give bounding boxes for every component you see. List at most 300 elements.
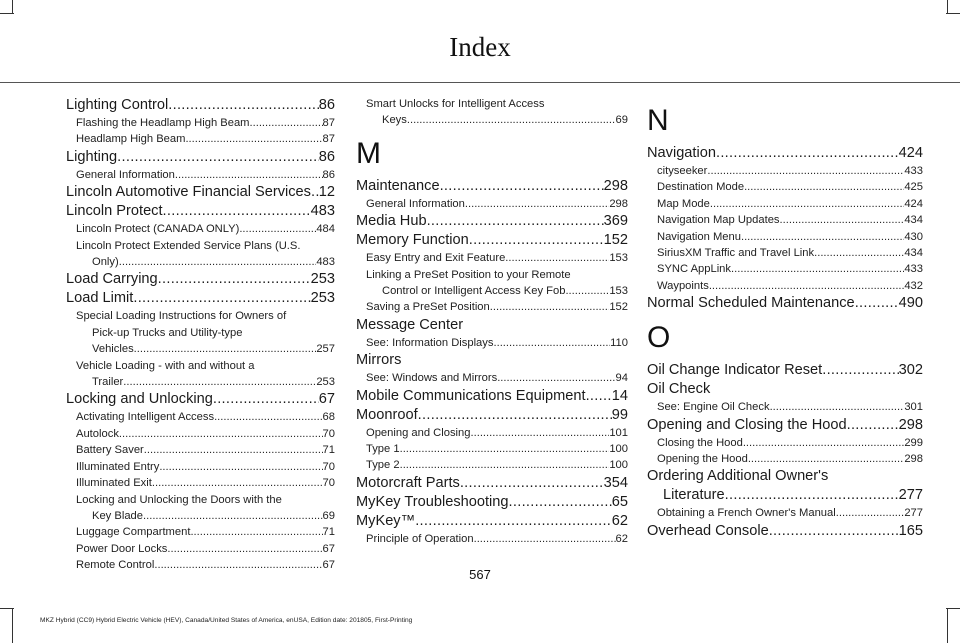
entry-text: Remote Control xyxy=(76,559,155,572)
dot-leader xyxy=(744,179,904,195)
entry-row xyxy=(76,426,335,442)
dot-leader xyxy=(133,289,310,308)
index-subentry xyxy=(66,409,335,425)
entry-row xyxy=(66,390,335,409)
entry-row xyxy=(657,261,923,277)
entry-page-number: 153 xyxy=(609,252,628,265)
entry-page-number: 424 xyxy=(898,145,923,161)
dot-leader xyxy=(190,524,322,540)
entry-page-number: 433 xyxy=(904,165,923,177)
entry-page-number: 69 xyxy=(615,114,628,127)
section-letter: M xyxy=(356,136,381,170)
entry-text: Only) xyxy=(92,256,119,269)
entry-text: Vehicles xyxy=(92,343,134,356)
entry-row xyxy=(647,522,923,541)
dot-leader xyxy=(505,250,609,266)
entry-text: Autolock xyxy=(76,427,119,440)
index-entry xyxy=(647,522,923,541)
entry-page-number: 94 xyxy=(615,372,628,385)
entry-text: Opening the Hood xyxy=(657,453,748,466)
entry-text: SiriusXM Traffic and Travel Link xyxy=(657,247,815,260)
entry-page-number: 87 xyxy=(322,117,335,129)
dot-leader xyxy=(158,270,311,289)
entry-page-number: 67 xyxy=(318,391,335,408)
section-letter: N xyxy=(647,104,669,137)
entry-text: Navigation xyxy=(647,145,716,161)
entry-row xyxy=(657,163,923,179)
entry-row xyxy=(66,148,335,167)
index-subentry xyxy=(66,238,335,271)
entry-page-number: 301 xyxy=(904,401,923,414)
index-column-1 xyxy=(66,96,335,574)
index-entry xyxy=(66,148,335,167)
index-subentry xyxy=(66,308,335,357)
entry-page-number: 484 xyxy=(316,223,335,236)
index-entry xyxy=(647,467,923,505)
entry-lead-text: Lincoln Protect Extended Service Plans (U.S. xyxy=(76,239,301,252)
entry-text: Saving a PreSet Position xyxy=(366,301,490,314)
index-subentry xyxy=(356,531,628,547)
entry-page-number: 87 xyxy=(322,133,335,146)
entry-row xyxy=(366,112,628,128)
footer-text: MKZ Hybrid (CC9) Hybrid Electric Vehicle (HEV), Canada/United States of America, enUSA, Edition date: 201805, First-Printing xyxy=(40,617,413,624)
index-subentry xyxy=(356,196,628,212)
entry-row xyxy=(356,406,628,425)
index-subentry xyxy=(66,221,335,237)
entry-row xyxy=(76,221,335,237)
dot-leader xyxy=(175,167,323,183)
entry-text: Map Mode xyxy=(657,197,710,210)
index-entry xyxy=(356,177,628,196)
crop-mark xyxy=(12,0,13,14)
entry-page-number: 70 xyxy=(322,427,335,440)
dot-leader xyxy=(465,196,609,212)
dot-leader xyxy=(855,294,899,313)
index-entry xyxy=(356,212,628,231)
entry-page-number: 62 xyxy=(611,512,628,529)
dot-leader xyxy=(407,112,616,128)
entry-page-number: 70 xyxy=(322,460,335,473)
entry-row xyxy=(76,524,335,540)
index-entry xyxy=(647,361,923,380)
dot-leader xyxy=(469,231,604,250)
entry-row xyxy=(76,254,335,270)
entry-page-number: 298 xyxy=(904,453,923,466)
index-heading: Oil Check xyxy=(647,381,711,398)
entry-row xyxy=(76,508,335,524)
index-entry xyxy=(356,493,628,512)
index-entry xyxy=(356,231,628,250)
entry-row xyxy=(647,486,923,505)
entry-text: Maintenance xyxy=(356,177,440,194)
index-entry xyxy=(66,289,335,308)
entry-page-number: 110 xyxy=(610,336,628,349)
entry-page-number: 354 xyxy=(603,474,628,491)
entry-page-number: 434 xyxy=(904,214,923,227)
entry-text: Literature xyxy=(663,487,725,504)
entry-row xyxy=(76,541,335,557)
entry-text: Type 1 xyxy=(366,443,400,456)
index-entry xyxy=(66,202,335,221)
entry-lead-text: Special Loading Instructions for Owners of xyxy=(76,310,287,323)
entry-text: Principle of Operation xyxy=(366,532,474,545)
entry-row xyxy=(76,374,335,390)
crop-mark xyxy=(946,608,960,609)
entry-row xyxy=(657,505,923,521)
entry-text: Locking and Unlocking xyxy=(66,391,213,408)
entry-lead-text: Ordering Additional Owner's xyxy=(647,468,829,485)
dot-leader xyxy=(123,374,316,390)
entry-row xyxy=(647,361,923,380)
entry-row xyxy=(76,115,335,131)
index-subentry xyxy=(647,196,923,212)
entry-lead-text: Vehicle Loading - with and without a xyxy=(76,359,255,372)
entry-page-number: 86 xyxy=(318,148,335,165)
index-entry xyxy=(66,183,335,202)
dot-leader xyxy=(427,212,604,231)
entry-text: Flashing the Headlamp High Beam xyxy=(76,117,250,129)
entry-page-number: 67 xyxy=(322,542,335,555)
crop-mark xyxy=(0,608,14,609)
entry-row xyxy=(76,131,335,147)
dot-leader xyxy=(213,390,319,409)
entry-row xyxy=(76,409,335,425)
entry-row xyxy=(366,425,628,441)
dot-leader xyxy=(565,283,609,299)
entry-page-number: 277 xyxy=(898,487,923,504)
entry-lead-text: Pick-up Trucks and Utility-type xyxy=(92,326,243,339)
dot-leader xyxy=(474,531,616,547)
entry-row xyxy=(66,270,335,289)
entry-row xyxy=(366,250,628,266)
entry-text: Headlamp High Beam xyxy=(76,133,186,146)
entry-row xyxy=(366,370,628,386)
entry-text: Control or Intelligent Access Key Fob xyxy=(382,285,566,298)
dot-leader xyxy=(509,493,612,512)
index-entry xyxy=(66,96,335,115)
page-number: 567 xyxy=(469,567,491,582)
dot-leader xyxy=(780,212,905,228)
index-subentry xyxy=(356,457,628,473)
index-subentry xyxy=(66,358,335,391)
entry-row xyxy=(366,457,628,473)
dot-leader xyxy=(836,505,905,521)
index-entry xyxy=(356,474,628,493)
entry-text: General Information xyxy=(366,197,465,210)
entry-page-number: 152 xyxy=(603,232,628,249)
dot-leader xyxy=(400,457,610,473)
entry-text: Type 2 xyxy=(366,459,400,472)
entry-row xyxy=(66,202,335,221)
entry-text: cityseeker xyxy=(657,165,708,177)
index-entry xyxy=(66,270,335,289)
entry-text: Normal Scheduled Maintenance xyxy=(647,295,855,312)
index-entry xyxy=(356,387,628,406)
dot-leader xyxy=(119,426,323,442)
entry-text: Overhead Console xyxy=(647,522,769,539)
entry-page-number: 14 xyxy=(611,387,628,404)
index-subentry xyxy=(356,299,628,315)
entry-page-number: 253 xyxy=(310,271,335,288)
index-subentry xyxy=(356,425,628,441)
dot-leader xyxy=(709,278,905,294)
entry-text: Navigation Map Updates xyxy=(657,214,780,227)
dot-leader xyxy=(152,475,323,491)
index-subentry xyxy=(647,399,923,415)
entry-page-number: 430 xyxy=(904,230,923,243)
entry-page-number: 68 xyxy=(322,411,335,424)
dot-leader xyxy=(716,144,899,163)
index-subentry xyxy=(647,245,923,261)
index-subentry xyxy=(66,442,335,458)
dot-leader xyxy=(748,451,905,467)
dot-leader xyxy=(311,183,319,202)
entry-row xyxy=(356,387,628,406)
entry-page-number: 153 xyxy=(609,285,628,298)
entry-page-number: 425 xyxy=(904,181,923,194)
entry-page-number: 253 xyxy=(310,290,335,307)
entry-text: MyKey™ xyxy=(356,512,416,529)
entry-row xyxy=(366,441,628,457)
entry-lead-text: Linking a PreSet Position to your Remote xyxy=(366,268,571,281)
entry-page-number: 69 xyxy=(322,509,335,522)
entry-row xyxy=(66,289,335,308)
index-entry xyxy=(647,144,923,163)
entry-text: SYNC AppLink xyxy=(657,263,732,276)
index-entry xyxy=(647,294,923,313)
entry-text: Illuminated Entry xyxy=(76,460,160,473)
entry-text: Lighting xyxy=(66,148,118,165)
index-subentry xyxy=(356,267,628,300)
entry-row xyxy=(657,179,923,195)
entry-text: Navigation Menu xyxy=(657,230,741,243)
dot-leader xyxy=(159,459,322,475)
entry-text: Closing the Hood xyxy=(657,436,743,449)
dot-leader xyxy=(769,522,899,541)
entry-text: Lighting Control xyxy=(66,97,169,113)
entry-page-number: 71 xyxy=(322,526,335,539)
entry-text: Luggage Compartment xyxy=(76,526,191,539)
entry-row xyxy=(356,512,628,531)
entry-text: Load Limit xyxy=(66,290,134,307)
entry-page-number: 101 xyxy=(609,426,628,439)
dot-leader xyxy=(185,131,322,147)
entry-text: Oil Change Indicator Reset xyxy=(647,362,823,379)
index-subentry xyxy=(66,459,335,475)
entry-page-number: 62 xyxy=(615,532,628,545)
entry-text: Keys xyxy=(382,114,407,127)
dot-leader xyxy=(710,196,904,212)
entry-text: See: Engine Oil Check xyxy=(657,401,770,414)
index-subentry xyxy=(647,451,923,467)
entry-row xyxy=(657,212,923,228)
entry-page-number: 369 xyxy=(603,213,628,230)
dot-leader xyxy=(214,409,322,425)
entry-row xyxy=(366,299,628,315)
index-column-3 xyxy=(647,96,923,541)
index-entry xyxy=(356,406,628,425)
entry-text: Power Door Locks xyxy=(76,542,168,555)
crop-mark xyxy=(947,608,948,643)
index-subentry xyxy=(647,261,923,277)
dot-leader xyxy=(743,435,905,451)
index-entry xyxy=(356,512,628,531)
index-entry xyxy=(66,390,335,409)
entry-row xyxy=(356,474,628,493)
dot-leader xyxy=(731,261,904,277)
entry-text: Mobile Communications Equipment xyxy=(356,387,586,404)
dot-leader xyxy=(168,96,319,115)
entry-page-number: 483 xyxy=(316,256,335,269)
index-subentry xyxy=(66,167,335,183)
index-subentry xyxy=(66,115,335,131)
entry-row xyxy=(356,212,628,231)
entry-text: Activating Intelligent Access xyxy=(76,411,215,424)
entry-row xyxy=(647,294,923,313)
index-subentry xyxy=(66,131,335,147)
entry-row xyxy=(657,229,923,245)
dot-leader xyxy=(250,115,323,131)
entry-page-number: 483 xyxy=(310,203,335,220)
entry-text: Lincoln Protect xyxy=(66,203,163,220)
entry-row xyxy=(647,144,923,163)
dot-leader xyxy=(144,442,323,458)
entry-page-number: 152 xyxy=(609,301,628,314)
entry-row xyxy=(647,416,923,435)
entry-text: Opening and Closing xyxy=(366,426,471,439)
dot-leader xyxy=(163,202,311,221)
dot-leader xyxy=(134,341,317,357)
dot-leader xyxy=(143,508,323,524)
entry-page-number: 298 xyxy=(609,197,628,210)
entry-text: Easy Entry and Exit Feature xyxy=(366,252,506,265)
entry-page-number: 432 xyxy=(904,279,923,292)
index-subentry xyxy=(647,212,923,228)
dot-leader xyxy=(497,370,615,386)
crop-mark xyxy=(947,0,948,14)
entry-text: Lincoln Protect (CANADA ONLY) xyxy=(76,223,240,236)
entry-text: Lincoln Automotive Financial Services xyxy=(66,184,311,201)
index-subentry xyxy=(66,541,335,557)
index-heading: Message Center xyxy=(356,316,464,333)
entry-text: Trailer xyxy=(92,376,124,389)
entry-row xyxy=(76,341,335,357)
entry-page-number: 165 xyxy=(898,522,923,539)
entry-text: Illuminated Exit xyxy=(76,477,152,490)
page-title: Index xyxy=(449,32,511,62)
section-letter: O xyxy=(647,321,671,355)
index-subentry xyxy=(356,441,628,457)
entry-page-number: 65 xyxy=(611,493,628,510)
index-subentry xyxy=(647,505,923,521)
dot-leader xyxy=(415,512,612,531)
entry-row xyxy=(76,167,335,183)
entry-text: Motorcraft Parts xyxy=(356,474,460,491)
entry-row xyxy=(366,196,628,212)
entry-lead-text: Locking and Unlocking the Doors with the xyxy=(76,493,282,506)
entry-page-number: 99 xyxy=(611,406,628,423)
entry-row xyxy=(657,196,923,212)
entry-page-number: 86 xyxy=(318,97,335,113)
entry-text: Moonroof xyxy=(356,406,418,423)
entry-page-number: 424 xyxy=(904,197,923,210)
crop-mark xyxy=(946,13,960,14)
entry-text: Destination Mode xyxy=(657,181,745,194)
crop-mark xyxy=(12,608,13,643)
entry-row xyxy=(356,231,628,250)
entry-page-number: 86 xyxy=(322,168,335,181)
dot-leader xyxy=(471,425,610,441)
dot-leader xyxy=(400,441,610,457)
index-subentry xyxy=(647,229,923,245)
dot-leader xyxy=(167,541,322,557)
entry-page-number: 257 xyxy=(316,343,335,356)
dot-leader xyxy=(741,229,904,245)
dot-leader xyxy=(586,387,612,406)
entry-row xyxy=(66,96,335,115)
entry-page-number: 253 xyxy=(316,376,335,389)
dot-leader xyxy=(117,148,319,167)
entry-page-number: 298 xyxy=(898,416,923,433)
dot-leader xyxy=(707,163,904,179)
dot-leader xyxy=(119,254,317,270)
entry-row xyxy=(76,459,335,475)
dot-leader xyxy=(822,361,898,380)
index-subentry xyxy=(647,435,923,451)
index-subentry xyxy=(66,426,335,442)
entry-text: Load Carrying xyxy=(66,271,158,288)
entry-row xyxy=(657,451,923,467)
header-rule xyxy=(0,82,960,83)
entry-page-number: 298 xyxy=(603,177,628,194)
entry-text: Battery Saver xyxy=(76,444,144,457)
entry-text: MyKey Troubleshooting xyxy=(356,493,509,510)
index-subentry xyxy=(356,370,628,386)
entry-row xyxy=(657,435,923,451)
entry-row xyxy=(356,177,628,196)
index-entry xyxy=(647,416,923,435)
entry-text: See: Windows and Mirrors xyxy=(366,372,498,385)
index-subentry xyxy=(66,524,335,540)
entry-row xyxy=(366,531,628,547)
entry-row xyxy=(657,399,923,415)
entry-page-number: 12 xyxy=(318,184,335,201)
dot-leader xyxy=(418,406,612,425)
dot-leader xyxy=(460,474,604,493)
entry-row xyxy=(366,283,628,299)
entry-text: Key Blade xyxy=(92,509,143,522)
index-subentry xyxy=(647,278,923,294)
entry-lead-text: Smart Unlocks for Intelligent Access xyxy=(366,98,545,110)
dot-leader xyxy=(493,335,610,351)
entry-page-number: 490 xyxy=(898,295,923,312)
entry-text: Media Hub xyxy=(356,213,427,230)
index-subentry xyxy=(647,179,923,195)
entry-row xyxy=(657,278,923,294)
entry-text: Waypoints xyxy=(657,279,709,292)
dot-leader xyxy=(770,399,905,415)
index-heading: Mirrors xyxy=(356,352,402,369)
entry-row xyxy=(657,245,923,261)
index-subentry xyxy=(356,250,628,266)
entry-page-number: 302 xyxy=(898,362,923,379)
entry-page-number: 277 xyxy=(904,507,923,520)
dot-leader xyxy=(814,245,904,261)
index-subentry xyxy=(356,335,628,351)
dot-leader xyxy=(725,486,899,505)
entry-row xyxy=(366,335,628,351)
dot-leader xyxy=(847,416,899,435)
